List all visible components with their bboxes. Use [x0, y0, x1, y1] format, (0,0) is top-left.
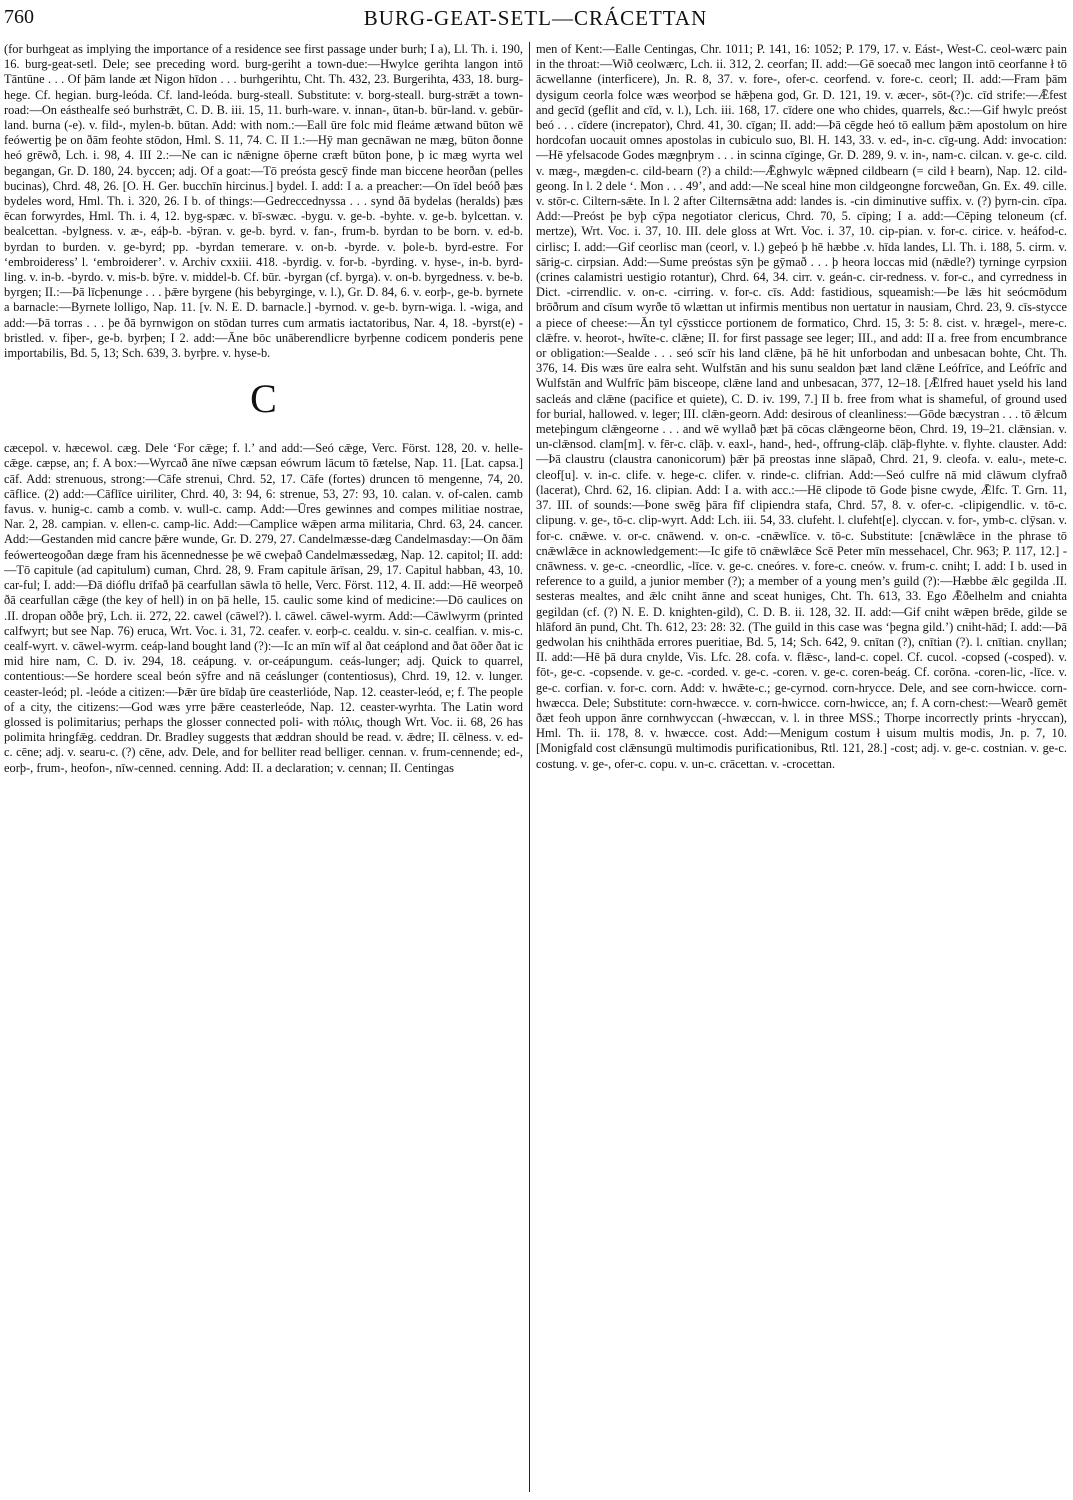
page-number: 760 — [4, 6, 34, 28]
dictionary-columns — [4, 42, 1067, 1492]
left-column — [4, 42, 529, 1492]
page-header — [4, 4, 1067, 36]
right-column-entries: men of Kent:—Ealle Centingas, Chr. 1011; P. 141, 16: 1052; P. 179, 17. v. Eást-, West-C. ceol-wærc pain in the throat:—Wið ceolwærc, Lch. ii. 312, 2. ceorfan; II. add:—Gē soecað mec langon intō ceorfanne ł tō ācwellanne (interficere), Jn. R. 8, 37. v. fore-, ofer-c. ceorfend. v. fore-c. ceorl; II. add:—Fram þām dysigum ceorla folce wæs weorþod se hǣþena god, Gr. D. 121, 19. v. æcer-, sōt-(?)c. cīd strife:—Ǣfest and gecīd (geflit and cīd, v. l.), Lch. iii. 168, 17. cīdere one who chides, quarrels, &c.:—Gif hwylc preóst beó . . . cīdere (increpator), Chrd. 41, 30. cīgan; II. add:—Þā cēgde heó tō eallum þǣm apostolum on hire hordcofan uocauit omnes apostolas in cubiculo suo, Bl. H. 143, 33. v. ed-, in-c. cīg-ung. Add: invocation:—Hē yfelsacode Godes mægnþrym . . . in scinna cīginge, Gr. D. 289, 9. v. in-, nam-c. cilcan. v. ge-c. cild. v. mæg-, mægden-c. cild-bearn (?) a child:—Ǣghwylc wǣpned cildbearn (= cild ł bearn), Nap. 12. cild-geong. In l. 2 dele ‘. Mon . . . 49’, and add:—Ne sceal hine mon cildgeongne forcweðan, Gn. Ex. 49. cille. v. stōr-c. Ciltern-sǣte. In l. 2 after Cilternsǣtna add: landes is. -cin diminutive suffix. v. (?) þyrn-cin. cīpa. Add:—Preóst þe byþ cȳpa negotiator clericus, Chrd. 70, 5. cīping; I a. add:—Cēping teloneum (cf. mertze), Wrt. Voc. i. 37, 10. III. dele gloss at Wrt. Voc. i. 37, 10. cip-pian. v. for-c. cirice. v. heáfod-c. cirlisc; I. add:—Gif ceorlisc man (ceorl, v. l.) geþeó þ hē hæbbe .v. hīda landes, Ll. Th. i. 188, 5. cirm. v. sārig-c. cirpsian. Add:—Sume preóstas sȳn þe gȳmað . . . þ heora loccas mid (nǣdle?) tyrninge cyrpsion (crines calamistri uestigio rotantur), Chrd. 64, 34. cirr. v. geán-c. cir-redness. v. for-c., and cyrredness in Dict. -cirrendlic. v. on-c. -cirring. v. for-c. cīs. Add: fastidious, squeamish:—Þe lǣs hit seócmōdum brōðrum and cīsum wyrðe tō wlættan ut infirmis mentibus non uertatur in nausiam, Chrd. 23, 9. cīs-stycce a piece of cheese:—Ān tyl cȳssticce portionem de formatico, Chrd. 15, 3: 5: 8. cist. v. hrægel-, mere-c. clǣfre. v. heorot-, hwīte-c. clǣne; II. for first passage see leger; III., and add: II a. free from encumbrance or obligation:—Sealde . . . seó scīr his land clǣne, þā hē hit unforbodan and unbesacan bohte, Cht. Th. 376, 14. Ðis wæs ūre ealra seht. Wulfstān and his sunu sealdon þæt land clǣne Leófrīce, and Leófrīc and Wulfstān and Wulfrīc þām bisceope, clǣne land and unbesacan, 377, 12–18. [Ǣlfred hauet yseld his land sacleás and clǣne (pacifice et quiete), C. D. iv. 199, 7.] II b. free from what is shameful, of ground used for burial, hallowed. v. leger; III. clǣn-georn. Add: desirous of cleanliness:—Gōde bæcystran . . . tō ǣlcum meteþingum clǣngeorne . . . and wē wyllað þæt þā cōcas clǣngeorne bēon, Chrd. 19, 19–21. clǣnsian. v. un-clǣnsod. clam[m]. v. fēr-c. clāþ. v. eaxl-, hand-, hed-, offrung-clāþ. clāþ-flyhte. v. flyhte. clauster. Add:—Þā claustru (claustra canonicorum) þǣr þā preostas inne slāpað, Chrd. 21, 9. cleofa. v. ealu-, mete-c. cleof[u]. v. in-c. clife. v. hege-c. clifer. v. rinde-c. clifrian. Add:—Seó culfre nā mid clāwum clyfrað (lacerat), Chrd. 62, 16. clipian. Add: I a. with acc.:—Hē clipode tō Gode þisne cwyde, Ǣlfc. T. Grn. 11, 37. III. of sounds:—Þone swēg þāra fīf clipiendra stafa, Chrd. 57, 8. v. ofer-c. -clipigendlic. v. tō-c. clipung. v. ge-, tō-c. clip-wyrt. Add: Lch. iii. 54, 33. clufeht. l. clufeht[e]. clyccan. v. for-, ymb-c. clȳsan. v. for-c. cnǣwe. v. or-c. cnāwend. v. on-c. -cnǣwlīce. v. tō-c. Substitute: [cnǣwlǣce in the phrase tō cnǣwlǣce in acknowledgement:—Ic gife tō cnǣwlǣce Scē Peter mīn messehacel, Chr. 963; P. 117, 12.] -cnāwness. v. ge-c. -cneordlic, -līce. v. ge-c. cneóres. v. fore-c. cneów. v. frum-c. cniht; I. add: I b. used in reference to a guild, a junior member (?); a member of a young men’s guild (?):—Hæbbe ǣlc gegilda .II. sesteras mealtes, and ǣlc cniht ānne and sceat huniges, Cht. Th. 613, 33. Ego Ǣðelhelm and cniahta gegildan (cf. (?) N. E. D. knighten-gild), C. D. B. ii. 128, 32. II. add:—Gif cniht wǣpen brēde, gilde se hlāford ān pund, Cht. Th. 612, 23: 28: 32. (The guild in this case was ‘þegna gild.’) cniht-hād; I. add:—Þā gedwolan his cnihthāda errores pueritiae, Bd. 5, 14; Sch. 642, 9. cnītan (?), cnītian (?). l. cnītian. cnyllan; II. add:—Hē þā dura cnylde, Vis. Lfc. 28. cofa. v. flǣsc-, land-c. copel. Cf. cucol. -copsed (-cosped). v. fōt-, ge-c. -copsende. v. ge-c. -corded. v. ge-c. -coren. v. ge-c. coren-beág. Cf. corōna. -coren-lic, -līce. v. ge-c. corfian. v. for-c. corn. Add: v. hwǣte-c.; ge-cyrnod. corn-hrycce. Dele, and see corn-hwicce. corn-hwæcca. Dele; Substitute: corn-hwæcce. v. corn-hwicce. corn-hwicce, an; f. A corn-chest:—Wearð gemēt ðæt feoh uppon ānre cornhwyccan (-hwæccan, v. l. in three MSS.; Thorpe incorrectly prints -hryccan), Hml. Th. ii. 178, 8. v. hwæcce. cost. Add:—Menigum costum ł uisum multis modis, Jn. p. 7, 10. [Monigfald cost clǣnsungū multimodis purificationibus, Rtl. 121, 28.] -cost; adj. v. ge-c. costnian. v. ge-c. costung. v. ge-, ofer-c. copu. v. un-c. crācettan. v. -crocettan. — [536, 42, 1067, 771]
left-column-entries-c: cæcepol. v. hæcewol. cæg. Dele ‘For cǣge; f. l.’ and add:—Seó cǣge, Verc. Först. 128, 20. v. helle-cǣge. cæpse, an; f. A box:—Wyrcað āne nīwe cæpsan eówrum lācum tō fætelse, Nap. 11. [Lat. capsa.] cāf. Add: strenuous, strong:—Cāfe strenui, Chrd. 52, 17. Cāfe (fortes) druncen tō mengenne, 74, 20. cāflice. (2) add:—Cāflīce uiriliter, Chrd. 40, 3: 94, 6: strenue, 53, 27: 93, 10. calan. v. of-calen. camb favus. v. hunig-c. camb a comb. v. wull-c. camp. Add:—Ūres gewinnes and compes militiae nostrae, Nar. 2, 28. campian. v. ellen-c. camp-lic. Add:—Camplice wǣpen arma militaria, Chrd. 63, 24. cancer. Add:—Gestanden mid cancre þǣre wunde, Gr. D. 279, 27. Candelmæsse-dæg Candelmasday:—On ðām feówerteogoðan dæge fram his ācennednesse þe wē cweþað Candelmæssedæg, Nap. 12. capitol; II. add:—Tō capitule (ad capitulum) cuman, Chrd. 28, 9. Fram capitule ārīsan, 29, 17. Capitul habban, 43, 10. car-ful; I. add:—Ðā dióflu drīfað þā cearfullan sāwla tō helle, Verc. Först. 112, 4. II. add:—Hē weorpeð ðā cearfullan cǣge (the key of hell) in on þā helle, 15. caulic some kind of medicine:—Dō caulices on .II. dropan oððe þrȳ, Lch. ii. 272, 22. cawel (cāwel?). l. cāwel. cāwel-wyrm. Add:—Cāwlwyrm (printed calfwyrt; but see Nap. 76) eruca, Wrt. Voc. i. 31, 72. ceafer. v. eorþ-c. cealdu. v. sin-c. cealfian. v. mis-c. cealf-wyrt. v. cāwel-wyrm. ceáp-land bought land (?):—Ic an mīn wīf al ðat ceáplond and ðat ōðer ðat ic mid hire nam, C. D. iv. 294, 18. ceápung. v. or-ceápungum. ceás-lunger; adj. Quick to quarrel, contentious:—Se hordere sceal beón sȳfre and nā ceáslunger (contentiosus), Chrd. 19, 12. v. lunger. ceaster-leód; pl. -leóde a citizen:—Þǣr ūre bīdaþ ūre ceasterlióde, Nap. 12. ceaster-leód, e; f. The people of a city, the citizens:—God wæs yrre þǣre ceasterleóde, Nap. 12. ceaster-wyrhta. The Latin word glossed is polimitarius; perhaps the glosser connected poli- with πόλις, though Wrt. Voc. ii. 68, 26 has polimita hringfǣg. ceddran. Dr. Bradley suggests that æddran should be read. v. ǣdre; II. cēlness. v. ed-c. cēne; adj. v. searu-c. (?) cēne, adv. Dele, and for belliter read belliger. cennan. v. frum-cennende; ed-, eorþ-, frum-, heofon-, nīw-cenned. cenning. Add: II. a declaration; v. cennan; II. Centingas — [4, 441, 523, 775]
running-head: BURG-GEAT-SETL—CRÁCETTAN — [363, 6, 708, 30]
right-column — [529, 42, 1067, 1492]
left-column-entries-b: (for burhgeat as implying the importance of a residence see first passage under burh; I a), Ll. Th. i. 190, 16. burg-geat-setl. Dele; see preceding word. burg-geriht a town-due:—Hwylce gerihta langon intō Tāntūne . . . Of þām lande æt Nigon hīdon . . . burhgerihtu, Cht. Th. 432, 23. Burgerihta, 433, 18. burg-hege. Cf. hegian. burg-leóda. Cf. land-leóda. burg-steall. Substitute: v. borg-steall. burg-strǣt a town-road:—On eásthealfe seó burhstrǣt, C. D. B. iii. 15, 11. burh-ware. v. innan-, ūtan-b. būr-land. v. gebūr-land. burna (-e). v. fild-, mylen-b. būtan. Add: with nom.:—Eall ūre folc mid fleáme ætwand būton wē feówertig þe on ðām feohte stōdon, Hml. S. 11, 74. C. II 1.:—Hȳ man gecnāwan ne mæg, būton ðonne heó grēwð, Lch. i. 98, 4. III 2.:—Ne can ic nǣnigne ōþerne cræft būton þone, þ ic mæg wyrta wel begangan, Gr. D. 180, 24. byccen; adj. Of a goat:—Tō preósta gescȳ finde man biccene heorðan (pelles bucinas), Chrd. 48, 26. [O. H. Ger. bucchīn hircinus.] bydel. I. add: I a. a preacher:—On īdel beóð þæs bydeles word, Hml. Th. i. 320, 26. I b. of things:—Gedreccednyssa . . . synd ðā bydelas (heralds) þæs ēcan forwyrdes, Hml. Th. i. 4, 12. byg-spæc. v. bī-swæc. -bygu. v. ge-b. -byhte. v. ge-b. bylcettan. v. bealcettan. -bylgness. v. æ-, eáþ-b. -bȳran. v. ge-b. byrd. v. fan-, frum-b. byrdan to be born. v. ed-b. byrdan to burden. v. ge-byrd; pp. -byrdan temerare. v. on-b. -byrde. v. þole-b. byrd-estre. For ‘embroideress’ l. ‘embroiderer’. v. Archiv cxxiii. 418. -byrdig. v. for-b. -byrding. v. hyse-, in-b. byrd-ling. v. in-b. -byrdo. v. mis-b. bȳre. v. middel-b. Cf. būr. -byrgan (cf. byrga). v. on-b. byrgedness. v. be-b. byrgen; II.:—Þā līcþenunge . . . þǣre byrgene (his bebyrginge, v. l.), Gr. D. 84, 6. v. eorþ-, ge-b. byrnete a barnacle:—Byrnete lolligo, Nap. 11. [v. N. E. D. barnacle.] -byrnod. v. ge-b. byrn-wiga. l. -wiga, and add:—Þā torras . . . þe ðā byrnwigon on stōdan turres cum armatis iactatoribus, Nar. 4, 18. -byrst(e) -bristled. v. fiþer-, ge-b. byrþen; I 2. add:—Āne bōc unāberendlicre byrþenne codicem ponderis pene importabilis, Bd. 5, 13; Sch. 639, 3. byrþre. v. hyse-b. — [4, 42, 523, 361]
section-letter: C — [250, 376, 277, 422]
